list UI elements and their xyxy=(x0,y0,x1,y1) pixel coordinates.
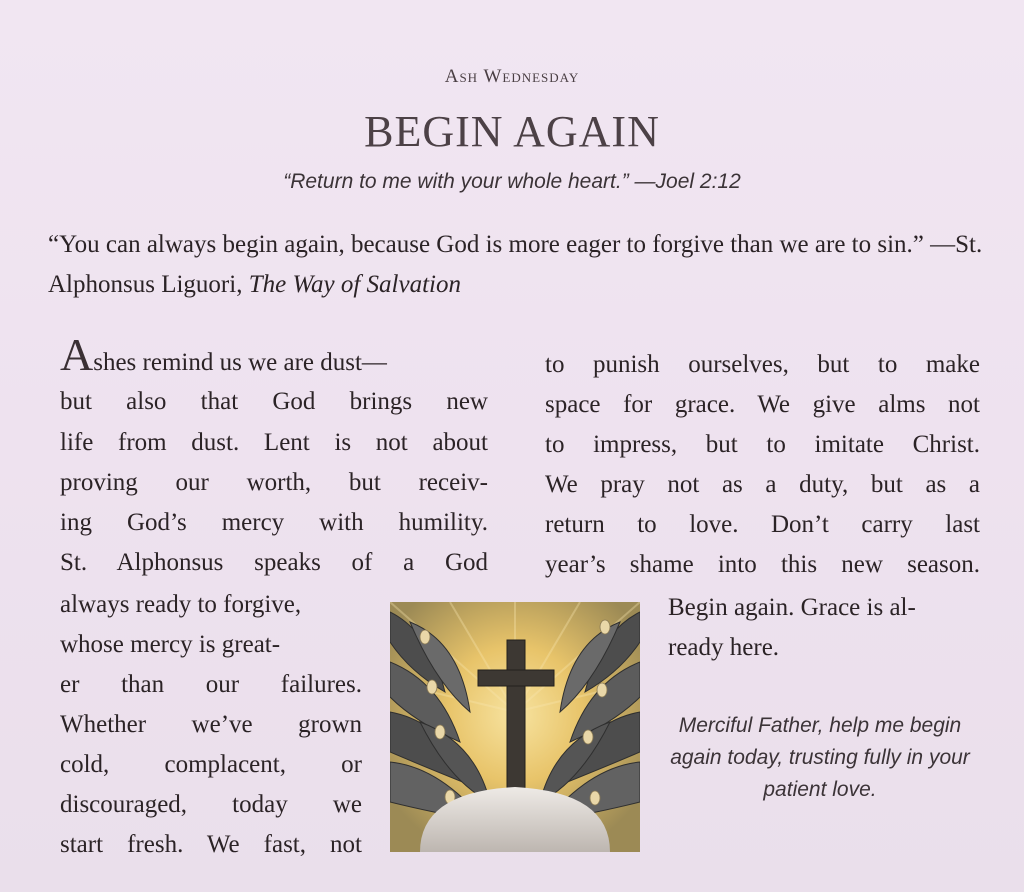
body-line: cold, complacent, or xyxy=(60,751,362,778)
body-line: space for grace. We give alms not xyxy=(545,391,980,418)
body-line: Ashes remind us we are dust— xyxy=(60,329,387,380)
body-line: We pray not as a duty, but as a xyxy=(545,471,980,498)
body-line: discouraged, today we xyxy=(60,791,362,818)
body-line: ready here. xyxy=(668,634,780,661)
body-line: er than our failures. xyxy=(60,671,362,698)
body-line: whose mercy is great- xyxy=(60,631,281,658)
body-line: always ready to forgive, xyxy=(60,591,302,618)
epigraph-quote xyxy=(48,225,988,305)
epigraph-text: “You can always begin again, because God is more eager to forgive than we are to sin.” —St. Alphonsus Liguori, xyxy=(48,231,983,298)
body-line: Begin again. Grace is al- xyxy=(668,594,916,621)
cross-illustration-art xyxy=(390,602,640,852)
cross-illustration xyxy=(390,602,640,852)
body-line: St. Alphonsus speaks of a God xyxy=(60,549,488,576)
body-line: to punish ourselves, but to make xyxy=(545,351,980,378)
body-line: to impress, but to imitate Christ. xyxy=(545,431,980,458)
page-kicker: Ash Wednesday xyxy=(444,66,580,87)
drop-cap: A xyxy=(60,329,94,380)
body-line: proving our worth, but receiv- xyxy=(60,469,488,496)
closing-prayer: Merciful Father, help me begin again today, trusting fully in your patient love. xyxy=(670,714,970,801)
body-line: but also that God brings new xyxy=(60,388,488,415)
body-line: start fresh. We fast, not xyxy=(60,831,362,858)
body-line: life from dust. Lent is not about xyxy=(60,429,488,456)
body-line: return to love. Don’t carry last xyxy=(545,511,980,538)
scripture-reference: “Return to me with your whole heart.” —Joel 2:12 xyxy=(283,170,741,193)
epigraph-source-title: The Way of Salvation xyxy=(248,271,461,298)
body-line: ing God’s mercy with humility. xyxy=(60,509,488,536)
body-line: Whether we’ve grown xyxy=(60,711,362,738)
page-title: BEGIN AGAIN xyxy=(364,107,660,156)
body-line: year’s shame into this new season. xyxy=(545,551,980,578)
